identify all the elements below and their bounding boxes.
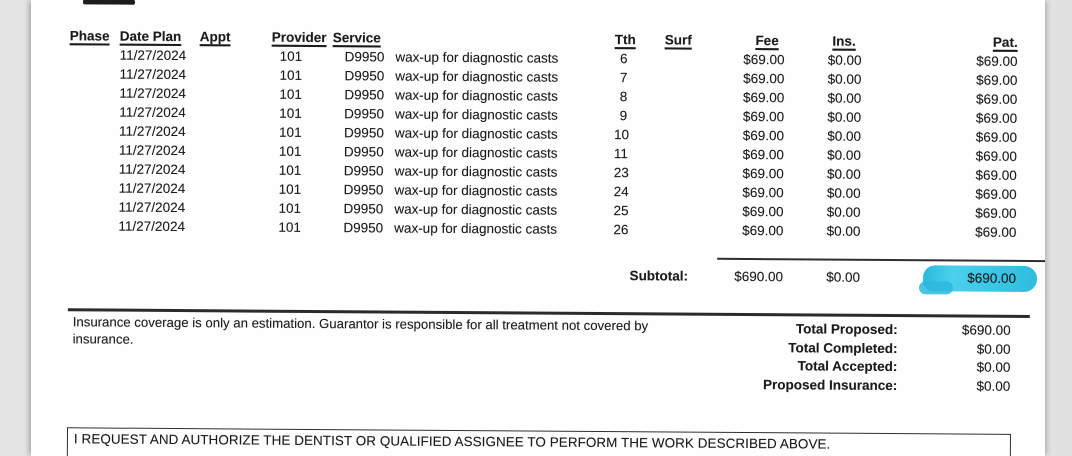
cell-phase (69, 102, 119, 121)
service-description: wax-up for diagnostic casts (395, 87, 559, 104)
cell-tooth-number: 9 (619, 108, 628, 124)
cell-pat: $69.00 (975, 91, 1018, 107)
cell-provider: 101 (278, 181, 302, 197)
cell-service (332, 66, 614, 87)
service-code: D9950 (343, 144, 384, 160)
table-body (68, 45, 1017, 242)
cell-fee: $69.00 (742, 222, 784, 239)
cell-provider: 101 (278, 143, 302, 159)
cell-pat: $69.00 (975, 224, 1017, 240)
cell-phase (68, 197, 118, 216)
service-description: wax-up for diagnostic casts (395, 49, 559, 66)
cell-phase (69, 159, 119, 178)
cell-surf (660, 49, 720, 68)
column-header-service: Service (332, 30, 381, 46)
cell-fee: $69.00 (742, 165, 784, 182)
service-description: wax-up for diagnostic casts (394, 106, 558, 123)
scanner-background-right (1045, 0, 1072, 456)
cell-pat: $69.00 (976, 72, 1018, 88)
cell-fee: $69.00 (743, 70, 785, 87)
cell-appt (198, 198, 270, 218)
totals-row-proposed-insurance (630, 375, 1010, 396)
cell-pat: $69.00 (975, 129, 1018, 145)
cell-phase (68, 216, 118, 235)
cell-tooth-number: 24 (613, 184, 629, 200)
cell-fee: $69.00 (742, 184, 784, 201)
cell-provider: 101 (279, 105, 302, 121)
service-description: wax-up for diagnostic casts (394, 201, 558, 218)
cell-ins: $0.00 (827, 52, 862, 68)
cell-date-plan: 11/27/2024 (119, 85, 186, 102)
cell-date-plan: 11/27/2024 (119, 123, 186, 140)
cell-date-plan: 11/27/2024 (118, 180, 186, 197)
total-proposed-value: $690.00 (961, 322, 1011, 338)
service-description: wax-up for diagnostic casts (394, 182, 558, 199)
insurance-disclaimer-text: Insurance coverage is only an estimation. Guarantor is responsible for all treatment not covered by insurance. (72, 314, 649, 347)
cell-tooth-number: 26 (613, 222, 629, 238)
service-code: D9950 (343, 163, 384, 179)
cell-service (332, 85, 614, 106)
service-code: D9950 (344, 106, 385, 122)
cell-provider: 101 (278, 219, 302, 235)
cell-tooth-number: 25 (613, 203, 629, 219)
cell-pat: $69.00 (975, 110, 1018, 126)
cell-provider: 101 (278, 200, 302, 216)
cell-provider: 101 (279, 124, 302, 140)
cell-service (332, 180, 614, 201)
authorization-text: I REQUEST AND AUTHORIZE THE DENTIST OR QUALIFIED ASSIGNEE TO PERFORM THE WORK DESCRIBED ABOVE. (73, 431, 831, 452)
document-page (31, 0, 1045, 456)
cell-surf (659, 87, 719, 106)
service-description: wax-up for diagnostic casts (395, 68, 559, 85)
cell-fee: $69.00 (742, 146, 784, 163)
column-header-provider: Provider (271, 29, 327, 46)
cell-ins: $0.00 (827, 109, 862, 125)
cell-date-plan: 11/27/2024 (119, 104, 186, 121)
cell-surf (659, 163, 719, 182)
cell-ins: $0.00 (826, 185, 861, 201)
cell-appt (199, 141, 271, 161)
cell-surf (659, 125, 719, 144)
cell-appt (199, 84, 271, 104)
cell-tooth-number: 7 (619, 70, 628, 86)
cell-ins: $0.00 (827, 90, 862, 106)
cell-ins: $0.00 (826, 223, 861, 239)
cell-tooth-number: 6 (620, 51, 628, 67)
cell-provider: 101 (279, 67, 303, 83)
cell-provider: 101 (278, 162, 302, 178)
proposed-insurance-label: Proposed Insurance: (762, 376, 898, 393)
service-code: D9950 (343, 220, 384, 236)
cell-tooth-number: 8 (619, 89, 628, 105)
service-description: wax-up for diagnostic casts (394, 163, 558, 180)
subtotal-row (68, 262, 1016, 290)
cell-surf (659, 182, 719, 201)
cell-appt (199, 65, 271, 85)
cell-date-plan: 11/27/2024 (118, 142, 186, 159)
cell-surf (659, 144, 719, 163)
cell-ins: $0.00 (826, 204, 861, 220)
cell-phase (69, 64, 119, 83)
column-header-appt: Appt (199, 29, 231, 45)
cell-service (333, 47, 615, 68)
cell-tooth-number: 10 (614, 127, 630, 143)
column-header-pat: Pat. (992, 34, 1018, 50)
cell-ins: $0.00 (826, 166, 861, 182)
cell-phase (69, 83, 119, 102)
service-code: D9950 (343, 201, 384, 217)
cell-phase (69, 178, 119, 197)
service-code: D9950 (344, 49, 385, 65)
treatment-plan-table (68, 26, 1018, 290)
cell-pat: $69.00 (975, 186, 1017, 202)
cell-date-plan: 11/27/2024 (118, 161, 186, 178)
cell-tooth-number: 23 (613, 165, 629, 181)
column-header-phase: Phase (69, 28, 110, 44)
cell-fee: $69.00 (742, 127, 785, 144)
cell-surf (658, 201, 718, 220)
total-proposed-label: Total Proposed: (795, 321, 898, 338)
cell-surf (659, 106, 719, 125)
subtotal-pat-value: $690.00 (967, 270, 1017, 286)
cell-provider: 101 (279, 86, 302, 102)
column-header-ins: Ins. (832, 33, 856, 49)
cell-appt (198, 217, 270, 237)
cell-pat: $69.00 (975, 205, 1017, 221)
cell-ins: $0.00 (827, 147, 861, 163)
cell-appt (199, 122, 271, 142)
total-completed-label: Total Completed: (788, 339, 898, 356)
cell-service (331, 199, 613, 220)
cell-phase (69, 121, 119, 140)
cell-service (332, 142, 614, 163)
cell-fee: $69.00 (742, 108, 785, 125)
total-completed-value: $0.00 (976, 341, 1011, 357)
cell-fee: $69.00 (743, 51, 785, 68)
column-header-surf: Surf (664, 32, 692, 48)
cell-date-plan: 11/27/2024 (119, 66, 187, 83)
subtotal-fee: $690.00 (734, 268, 784, 285)
column-header-fee: Fee (755, 33, 779, 49)
cell-appt (200, 46, 272, 66)
cell-appt (199, 160, 271, 180)
cell-pat: $69.00 (975, 167, 1017, 183)
total-accepted-label: Total Accepted: (797, 358, 898, 375)
service-code: D9950 (344, 87, 385, 103)
service-code: D9950 (344, 125, 384, 141)
cell-date-plan: 11/27/2024 (119, 47, 187, 64)
cell-service (331, 218, 613, 239)
cell-service (332, 161, 614, 182)
cell-phase (70, 45, 120, 64)
cell-appt (199, 179, 271, 199)
cell-pat: $69.00 (976, 53, 1018, 69)
cell-fee: $69.00 (742, 203, 784, 220)
cell-date-plan: 11/27/2024 (118, 199, 186, 216)
service-code: D9950 (343, 182, 384, 198)
cell-ins: $0.00 (827, 128, 862, 144)
cell-appt (199, 103, 271, 123)
subtotal-pat (863, 268, 1016, 290)
cell-surf (659, 68, 719, 87)
service-description: wax-up for diagnostic casts (394, 144, 558, 161)
proposed-insurance-value: $0.00 (976, 378, 1011, 394)
column-header-date-plan: Date Plan (119, 28, 182, 45)
cell-phase (69, 140, 119, 159)
totals-summary (630, 319, 1011, 396)
cell-surf (658, 220, 718, 239)
cell-pat: $69.00 (975, 148, 1017, 164)
service-description: wax-up for diagnostic casts (394, 220, 558, 237)
service-code: D9950 (344, 68, 385, 84)
service-description: wax-up for diagnostic casts (394, 125, 558, 142)
document-content (31, 0, 1045, 456)
cell-provider: 101 (279, 48, 303, 64)
column-header-tth: Tth (614, 32, 636, 48)
scanner-background-left (0, 0, 31, 456)
cell-service (332, 123, 614, 144)
cell-service (332, 104, 614, 125)
total-accepted-value: $0.00 (976, 359, 1011, 376)
authorization-box (67, 427, 1011, 456)
cell-fee: $69.00 (742, 89, 785, 106)
scan-artifact-cutoff-text (83, 0, 135, 5)
cell-tooth-number: 11 (613, 146, 629, 162)
cell-date-plan: 11/27/2024 (118, 218, 186, 235)
cell-ins: $0.00 (827, 71, 862, 87)
subtotal-ins: $0.00 (826, 269, 861, 285)
subtotal-label: Subtotal: (629, 268, 689, 284)
